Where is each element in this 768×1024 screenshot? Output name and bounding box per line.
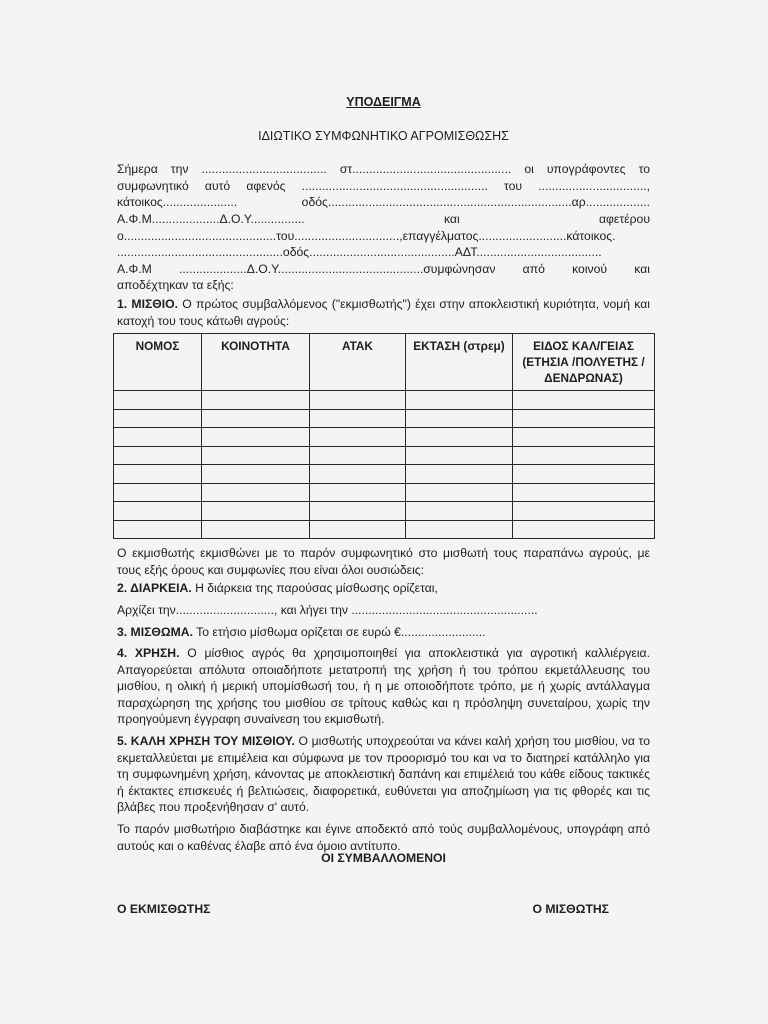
table-cell[interactable] <box>202 502 310 521</box>
table-cell[interactable] <box>202 428 310 447</box>
section-3-text: Το ετήσιο μίσθωμα ορίζεται σε ευρώ €......................... <box>193 624 486 639</box>
table-cell[interactable] <box>310 428 406 447</box>
fields-table <box>113 333 655 539</box>
closing-paragraph: Το παρόν μισθωτήριο διαβάστηκε και έγινε αποδεκτό από τούς συμβαλλομένους, υπογράφη από αυτούς και ο καθένας έλαβε από ένα όμοιο αντίτυπο. <box>117 822 650 853</box>
table-cell[interactable] <box>406 409 513 428</box>
table-cell[interactable] <box>513 483 655 502</box>
intro-line-text: Α.Φ.Μ....................Δ.Ο.Υ................ και αφετέρου <box>117 211 650 226</box>
intro-line: .................................................οδός...........................................ΑΔΤ..................................... <box>117 245 602 260</box>
section-5 <box>117 733 650 816</box>
table-cell[interactable] <box>114 428 202 447</box>
intro-line: συμφωνητικό αυτό αφενός ....................................................... του ................................, <box>117 178 650 193</box>
table-row <box>114 483 655 502</box>
table-cell[interactable] <box>513 391 655 410</box>
section-5-text: Ο μισθωτής υποχρεούται να κάνει καλή χρήση του μισθίου, να το εκμεταλλεύεται με επιμέλεια και σύμφωνα με τον προορισμό του και να το διατηρεί κατάλληλο για τη συμφωνημένη χρήση, κάνοντας με αποκλειστική δαπάνη και επιμέλειά του κάθε είδους τακτικές ή έκτακτες επισκευές ή βελτιώσεις, διαφορετικά, ευθύνεται για αποζημίωση για τις φθορές και τις βλάβες που προξενήθησαν σ' αυτό. <box>117 734 650 815</box>
table-cell[interactable] <box>310 465 406 484</box>
table-cell[interactable] <box>406 428 513 447</box>
table-cell[interactable] <box>513 446 655 465</box>
document-body <box>117 94 650 854</box>
col-header-eidos: ΕΙΔΟΣ ΚΑΛ/ΓΕΙΑΣ (ΕΤΗΣΙΑ /ΠΟΛΥΕΤΗΣ / ΔΕΝΔΡΩΝΑΣ) <box>513 334 655 391</box>
section-2-heading: 2. ΔΙΑΡΚΕΙΑ. <box>117 581 192 596</box>
section-2-dates: Αρχίζει την............................., και λήγει την ....................................................... <box>117 602 538 617</box>
table-cell[interactable] <box>406 391 513 410</box>
col-header-koinotita: ΚΟΙΝΟΤΗΤΑ <box>202 334 310 391</box>
section-3 <box>117 624 650 641</box>
table-cell[interactable] <box>406 446 513 465</box>
section-2-text: Η διάρκεια της παρούσας μίσθωσης ορίζεται, <box>191 581 438 596</box>
section-1-heading: 1. ΜΙΣΘΙΟ. <box>117 296 179 311</box>
intro-line: Α.Φ.Μ ....................Δ.Ο.Υ...........................................συμφώνησαν από κοινού και <box>117 261 650 276</box>
document-title: ΥΠΟΔΕΙΓΜΑ <box>346 95 421 109</box>
table-cell[interactable] <box>310 446 406 465</box>
table-row <box>114 520 655 539</box>
table-cell[interactable] <box>406 502 513 521</box>
intro-line: αποδέχτηκαν τα εξής: <box>117 278 234 293</box>
col-header-atak: ΑΤΑΚ <box>310 334 406 391</box>
table-cell[interactable] <box>310 483 406 502</box>
section-1 <box>117 296 650 329</box>
table-cell[interactable] <box>406 520 513 539</box>
table-row <box>114 446 655 465</box>
table-cell[interactable] <box>114 391 202 410</box>
table-row <box>114 465 655 484</box>
table-cell[interactable] <box>310 520 406 539</box>
table-row <box>114 391 655 410</box>
table-cell[interactable] <box>114 409 202 428</box>
table-cell[interactable] <box>513 465 655 484</box>
table-row <box>114 409 655 428</box>
section-1-text: Ο πρώτος συμβαλλόμενος ("εκμισθωτής") έχει στην αποκλειστική κυριότητα, νομή και κατοχή του τους κάτωθι αγρούς: <box>117 296 650 328</box>
table-cell[interactable] <box>310 502 406 521</box>
table-cell[interactable] <box>114 483 202 502</box>
parties-heading: ΟΙ ΣΥΜΒΑΛΛΟΜΕΝΟΙ <box>321 851 446 865</box>
table-cell[interactable] <box>114 446 202 465</box>
table-cell[interactable] <box>513 502 655 521</box>
col-header-ektasi: ΕΚΤΑΣΗ (στρεμ) <box>406 334 513 391</box>
table-cell[interactable] <box>310 409 406 428</box>
table-cell[interactable] <box>202 520 310 539</box>
lessee-signature-label: Ο ΜΙΣΘΩΤΗΣ <box>532 902 609 916</box>
section-4-text: Ο μίσθιος αγρός θα χρησιμοποιηθεί για αποκλειστικά για αγροτική καλλιέργεια. Απαγορεύεται απόλυτα οποιαδήποτε μετατροπή της χρήση ή του τρόπου εκμετάλλευσης του μισθίου, η ολική ή μερική υπομίσθωσή του, ή η με οποιοδήποτε τρόπο, με ή χωρίς αντάλλαγμα παραχώρηση της χρήσης του μισθίου σε τρίτους καθώς και η πρόσληψη συνεταίρου, χωρίς την προηγούμενη έγγραφη συναίνεση του εκμισθωτή. <box>117 646 650 727</box>
table-row <box>114 502 655 521</box>
table-cell[interactable] <box>513 428 655 447</box>
table-cell[interactable] <box>513 520 655 539</box>
section-4-heading: 4. ΧΡΗΣΗ. <box>117 646 180 661</box>
table-cell[interactable] <box>513 409 655 428</box>
col-header-nomos: ΝΟΜΟΣ <box>114 334 202 391</box>
table-cell[interactable] <box>114 502 202 521</box>
table-cell[interactable] <box>310 391 406 410</box>
table-cell[interactable] <box>202 465 310 484</box>
section-3-heading: 3. ΜΙΣΘΩΜΑ. <box>117 624 193 639</box>
intro-line: κάτοικος...................... οδός........................................................................αρ................... <box>117 195 650 210</box>
section-4 <box>117 645 650 728</box>
section-5-heading: 5. ΚΑΛΗ ΧΡΗΣΗ ΤΟΥ ΜΙΣΘΙΟΥ. <box>117 734 295 749</box>
after-table-paragraph: Ο εκμισθωτής εκμισθώνει με το παρόν συμφωνητικό στο μισθωτή τους παραπάνω αγρούς, με τους εξής όρους και συμφωνίες που είναι όλοι ουσιώδεις: <box>117 546 650 577</box>
intro-block <box>117 161 650 294</box>
table-header-row <box>114 334 655 391</box>
table-cell[interactable] <box>202 446 310 465</box>
table-cell[interactable] <box>202 391 310 410</box>
intro-line: Σήμερα την ..................................... στ............................................... οι υπογράφοντες το <box>117 162 650 177</box>
table-cell[interactable] <box>114 520 202 539</box>
section-2 <box>117 580 650 597</box>
table-row <box>114 428 655 447</box>
lessor-signature-label: Ο ΕΚΜΙΣΘΩΤΗΣ <box>117 902 211 916</box>
table-cell[interactable] <box>406 483 513 502</box>
table-cell[interactable] <box>114 465 202 484</box>
table-cell[interactable] <box>202 483 310 502</box>
table-cell[interactable] <box>202 409 310 428</box>
document-subtitle: ΙΔΙΩΤΙΚΟ ΣΥΜΦΩΝΗΤΙΚΟ ΑΓΡΟΜΙΣΘΩΣΗΣ <box>258 128 509 143</box>
table-cell[interactable] <box>406 465 513 484</box>
intro-line-afm <box>117 211 650 228</box>
intro-line: ο.............................................του...............................,επαγγέλματος..........................κάτοικος. <box>117 228 616 243</box>
